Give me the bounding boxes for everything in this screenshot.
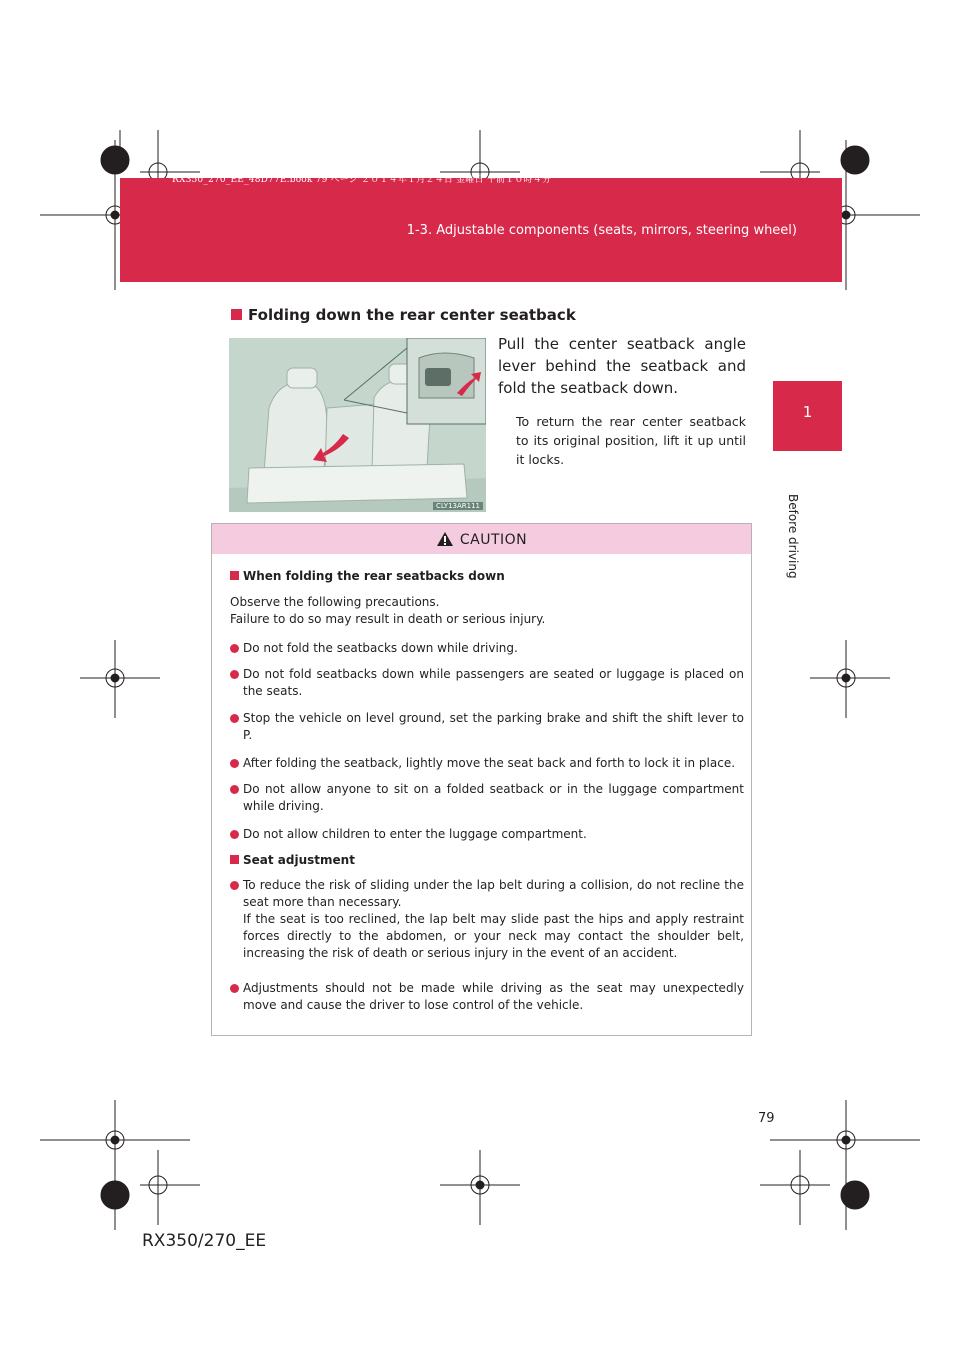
return-note: To return the rear center seatback to its original position, lift it up until it locks. [516, 414, 746, 467]
caution-bullet: Stop the vehicle on level ground, set the parking brake and shift the shift lever to P. [230, 710, 744, 744]
caution-header [212, 524, 751, 554]
square-bullet-icon [230, 855, 239, 864]
bullet-dot-icon [230, 759, 239, 768]
square-bullet-icon [230, 571, 239, 580]
caution-bullet: To reduce the risk of sliding under the lap belt during a collision, do not recline the seat more than necessary. If the seat is too reclined, the lap belt may slide past the hips and apply restraint forces directly to the abdomen, or your neck may contact the shoulder belt, increasing the risk of death or serious injury in the event of an accident. [230, 877, 744, 962]
page-number: 79 [758, 1111, 775, 1126]
chapter-number: 1 [802, 403, 813, 421]
main-instruction: Pull the center seatback angle lever behind the seatback and fold the seatback down. [498, 335, 746, 397]
rear-seat-figure [229, 338, 486, 512]
caution-group1-heading: When folding the rear seatbacks down [230, 568, 744, 585]
bullet-dot-icon [230, 785, 239, 794]
chapter-tab [773, 381, 842, 451]
section-title: 1-3. Adjustable components (seats, mirrors, steering wheel) [406, 223, 797, 238]
caution-intro: Observe the following precautions. [230, 595, 440, 609]
bullet-dot-icon [230, 644, 239, 653]
caution-bullet: Do not fold the seatbacks down while driving. [230, 640, 744, 657]
bullet-dot-icon [230, 830, 239, 839]
square-bullet-icon [231, 309, 242, 320]
caution-bullet: After folding the seatback, lightly move the seat back and forth to lock it in place. [230, 755, 744, 772]
caution-bullet: Adjustments should not be made while driving as the seat may unexpectedly move and cause the driver to lose control of the vehicle. [230, 980, 744, 1014]
bullet-dot-icon [230, 984, 239, 993]
caution-bullet: Do not allow anyone to sit on a folded seatback or in the luggage compartment while driving. [230, 781, 744, 815]
illustration-code: CLY13AR111 [433, 502, 483, 510]
bullet-dot-icon [230, 881, 239, 890]
seat-illustration [229, 338, 486, 512]
model-name: RX350/270_EE [142, 1231, 267, 1251]
caution-intro-2: Failure to do so may result in death or serious injury. [230, 612, 546, 626]
bullet-dot-icon [230, 714, 239, 723]
chapter-label: Before driving [786, 494, 800, 579]
bullet-dot-icon [230, 670, 239, 679]
section-heading: Folding down the rear center seatback [231, 306, 576, 324]
caution-box [211, 523, 752, 1036]
warning-triangle-icon [436, 531, 454, 547]
caution-group2-heading: Seat adjustment [230, 852, 744, 869]
caution-title: CAUTION [459, 532, 528, 548]
caution-bullet: Do not fold seatbacks down while passengers are seated or luggage is placed on the seats. [230, 666, 744, 700]
print-imprint: RX350_270_EE_48D77E.book 79 ページ ２０１４年１月２４日 金曜日 午前１０時４分 [172, 175, 552, 185]
caution-bullet: Do not allow children to enter the luggage compartment. [230, 826, 744, 843]
